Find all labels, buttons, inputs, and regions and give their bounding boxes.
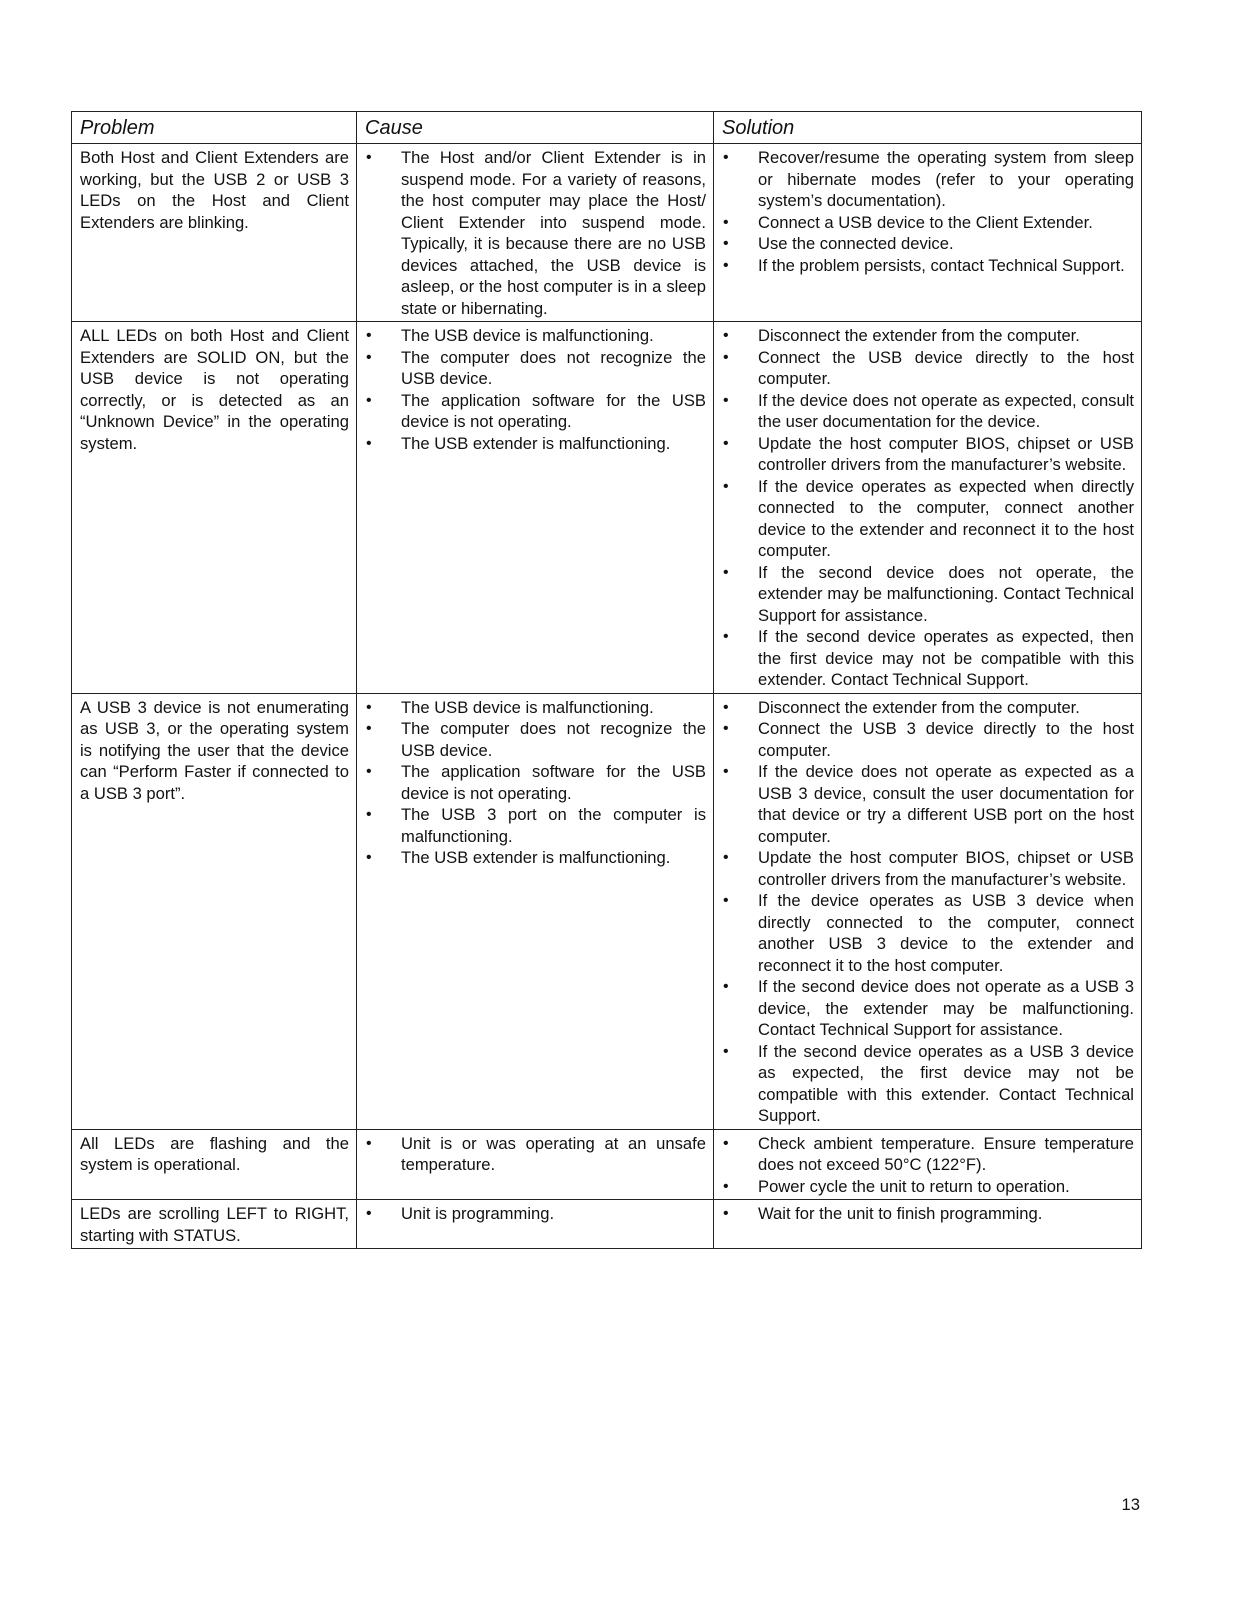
solution-item: • If the problem persists, contact Technical Support. bbox=[722, 255, 1134, 277]
solution-item: • Check ambient temperature. Ensure temperature does not exceed 50°C (122°F). bbox=[722, 1133, 1134, 1176]
solution-item: • Power cycle the unit to return to operation. bbox=[722, 1176, 1134, 1198]
cause-cell bbox=[357, 693, 714, 1129]
cause-item: • The USB device is malfunctioning. bbox=[365, 697, 706, 719]
cause-item: • The USB device is malfunctioning. bbox=[365, 325, 706, 347]
cause-list bbox=[365, 325, 706, 454]
problem-cell bbox=[72, 1129, 357, 1200]
solution-item: • If the device operates as USB 3 device when directly connected to the computer, connect another USB 3 device to the extender and reconnect it to the host computer. bbox=[722, 890, 1134, 976]
solution-cell bbox=[714, 1200, 1142, 1249]
table-row bbox=[72, 693, 1142, 1129]
cause-cell bbox=[357, 1200, 714, 1249]
table-row bbox=[72, 144, 1142, 322]
solution-item: • If the second device operates as a USB 3 device as expected, the first device may not be compatible with this extender. Contact Technical Support. bbox=[722, 1041, 1134, 1127]
cause-item: • The application software for the USB device is not operating. bbox=[365, 390, 706, 433]
solution-list bbox=[722, 697, 1134, 1127]
cause-cell bbox=[357, 1129, 714, 1200]
solution-item: • Recover/resume the operating system from sleep or hibernate modes (refer to your operating system’s documentation). bbox=[722, 147, 1134, 212]
cause-item: • The USB extender is malfunctioning. bbox=[365, 847, 706, 869]
problem-cell bbox=[72, 1200, 357, 1249]
solution-item: • Use the connected device. bbox=[722, 233, 1134, 255]
table-row bbox=[72, 1200, 1142, 1249]
solution-cell bbox=[714, 144, 1142, 322]
solution-item: • Update the host computer BIOS, chipset or USB controller drivers from the manufacturer’s website. bbox=[722, 847, 1134, 890]
cause-item: • The Host and/or Client Extender is in suspend mode. For a variety of reasons, the host computer may place the Host/ Client Extender into suspend mode. Typically, it is because there are no USB devices attached, the USB device is asleep, or the host computer is in a sleep state or hibernating. bbox=[365, 147, 706, 319]
solution-item: • Disconnect the extender from the computer. bbox=[722, 697, 1134, 719]
solution-list bbox=[722, 1203, 1134, 1225]
table-row bbox=[72, 322, 1142, 694]
header-problem: Problem bbox=[72, 112, 357, 144]
solution-cell bbox=[714, 1129, 1142, 1200]
solution-cell bbox=[714, 322, 1142, 694]
solution-item: • If the device does not operate as expected as a USB 3 device, consult the user documentation for that device or try a different USB port on the host computer. bbox=[722, 761, 1134, 847]
cause-item: • The computer does not recognize the USB device. bbox=[365, 718, 706, 761]
cause-cell bbox=[357, 322, 714, 694]
solution-item: • Disconnect the extender from the computer. bbox=[722, 325, 1134, 347]
table-row bbox=[72, 1129, 1142, 1200]
page-number: 13 bbox=[1121, 1495, 1140, 1514]
problem-text: A USB 3 device is not enumerating as USB 3, or the operating system is notifying the user that the device can “Perform Faster if connected to a USB 3 port”. bbox=[80, 697, 349, 803]
solution-list bbox=[722, 1133, 1134, 1198]
problem-text: All LEDs are flashing and the system is operational. bbox=[80, 1133, 349, 1174]
solution-item: • Update the host computer BIOS, chipset or USB controller drivers from the manufacturer’s website. bbox=[722, 433, 1134, 476]
header-cause: Cause bbox=[357, 112, 714, 144]
solution-cell bbox=[714, 693, 1142, 1129]
cause-list bbox=[365, 1133, 706, 1176]
solution-list bbox=[722, 325, 1134, 691]
solution-item: • Connect the USB 3 device directly to the host computer. bbox=[722, 718, 1134, 761]
header-solution: Solution bbox=[714, 112, 1142, 144]
problem-text: Both Host and Client Extenders are working, but the USB 2 or USB 3 LEDs on the Host and Client Extenders are blinking. bbox=[80, 148, 349, 232]
cause-list bbox=[365, 147, 706, 319]
solution-item: • If the second device does not operate, the extender may be malfunctioning. Contact Technical Support for assistance. bbox=[722, 562, 1134, 627]
problem-cell bbox=[72, 322, 357, 694]
problem-text: ALL LEDs on both Host and Client Extenders are SOLID ON, but the USB device is not operating correctly, or is detected as an “Unknown Device” in the operating system. bbox=[80, 326, 349, 453]
cause-item: • The application software for the USB device is not operating. bbox=[365, 761, 706, 804]
table-header-row bbox=[72, 112, 1142, 144]
solution-item: • Connect a USB device to the Client Extender. bbox=[722, 212, 1134, 234]
solution-item: • Wait for the unit to finish programming. bbox=[722, 1203, 1134, 1225]
solution-list bbox=[722, 147, 1134, 276]
problem-text: LEDs are scrolling LEFT to RIGHT, starting with STATUS. bbox=[80, 1204, 349, 1245]
cause-item: • The USB 3 port on the computer is malfunctioning. bbox=[365, 804, 706, 847]
solution-item: • If the device does not operate as expected, consult the user documentation for the device. bbox=[722, 390, 1134, 433]
troubleshooting-table bbox=[71, 111, 1142, 1249]
cause-item: • Unit is or was operating at an unsafe temperature. bbox=[365, 1133, 706, 1176]
problem-cell bbox=[72, 693, 357, 1129]
solution-item: • If the second device does not operate as a USB 3 device, the extender may be malfunctioning. Contact Technical Support for assistance. bbox=[722, 976, 1134, 1041]
solution-item: • Connect the USB device directly to the host computer. bbox=[722, 347, 1134, 390]
cause-item: • The USB extender is malfunctioning. bbox=[365, 433, 706, 455]
solution-item: • If the device operates as expected when directly connected to the computer, connect another device to the extender and reconnect it to the host computer. bbox=[722, 476, 1134, 562]
cause-item: • The computer does not recognize the USB device. bbox=[365, 347, 706, 390]
cause-list bbox=[365, 697, 706, 869]
cause-cell bbox=[357, 144, 714, 322]
solution-item: • If the second device operates as expected, then the first device may not be compatible with this extender. Contact Technical Support. bbox=[722, 626, 1134, 691]
table-body bbox=[72, 144, 1142, 1249]
cause-list bbox=[365, 1203, 706, 1225]
problem-cell bbox=[72, 144, 357, 322]
cause-item: • Unit is programming. bbox=[365, 1203, 706, 1225]
